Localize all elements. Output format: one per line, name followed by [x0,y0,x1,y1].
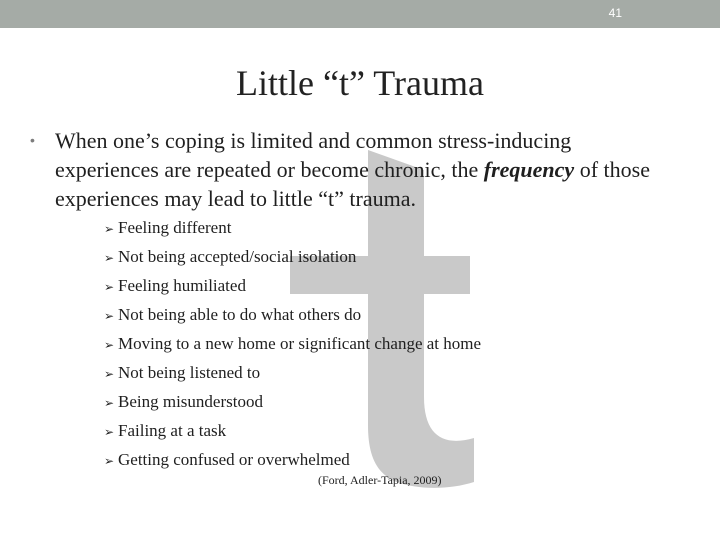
list-item-label: Being misunderstood [118,392,263,411]
list-item [104,391,481,420]
list-item-label: Not being listened to [118,363,261,382]
list-item-label: Feeling humiliated [118,276,246,295]
list-item [104,217,481,246]
citation: (Ford, Adler-Tapia, 2009) [318,473,442,487]
arrow-bullet-icon: ➢ [104,396,115,410]
list-item-label: Failing at a task [118,421,227,440]
intro-bullet [30,126,680,213]
arrow-bullet-icon: ➢ [104,338,115,352]
arrow-bullet-icon: ➢ [104,425,115,439]
intro-text-start: When one’s coping is limited and common stress-inducing experiences are repeated or become chronic, the [55,128,572,182]
sub-bullet-list [104,217,481,478]
bullet-dot-icon: • [30,132,35,148]
list-item [104,420,481,449]
list-item-label: Not being accepted/social isolation [118,247,357,266]
list-item [104,275,481,304]
arrow-bullet-icon: ➢ [104,367,115,381]
arrow-bullet-icon: ➢ [104,222,115,236]
list-item-label: Feeling different [118,218,232,237]
list-item [104,246,481,275]
list-item-label: Moving to a new home or significant change at home [118,334,482,353]
intro-emphasis: frequency [483,157,575,182]
arrow-bullet-icon: ➢ [104,309,115,323]
slide-title: Little “t” Trauma [236,63,484,103]
arrow-bullet-icon: ➢ [104,454,115,468]
list-item [104,362,481,391]
arrow-bullet-icon: ➢ [104,280,115,294]
list-item [104,304,481,333]
intro-text-end: of those experiences may lead to little “t” trauma. [55,157,650,211]
slide-number: 41 [608,6,622,20]
intro-text [55,126,680,213]
list-item [104,333,481,362]
list-item-label: Not being able to do what others do [118,305,362,324]
list-item-label: Getting confused or overwhelmed [118,450,350,469]
arrow-bullet-icon: ➢ [104,251,115,265]
